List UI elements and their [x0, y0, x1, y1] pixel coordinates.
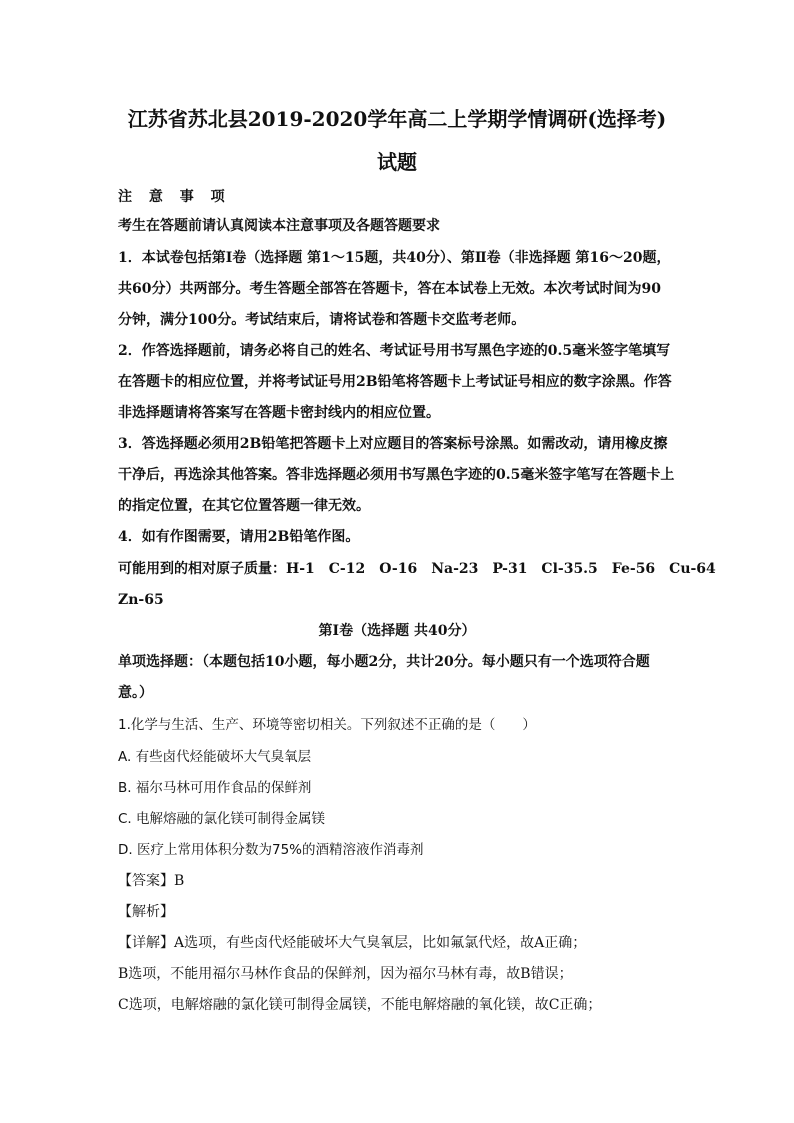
document-title-line2: 试题 — [377, 150, 417, 174]
section-instructions-line-2: 意。） — [118, 685, 153, 701]
question-1-stem: 1.化学与生活、生产、环境等密切相关。下列叙述不正确的是（ ） — [118, 717, 536, 733]
notice-item-3-line-3: 的指定位置，在其它位置答题一律无效。 — [118, 498, 370, 514]
notice-item-3-line-1: 3．答选择题必须用2B铅笔把答题卡上对应题目的答案标号涂黑。如需改动，请用橡皮擦 — [118, 436, 668, 452]
question-1-analysis-line-2: B选项，不能用福尔马林作食品的保鲜剂，因为福尔马林有毒，故B错误； — [118, 966, 573, 982]
question-1-analysis-line-1: 【详解】A选项，有些卤代烃能破坏大气臭氧层，比如氟氯代烃，故A正确； — [118, 935, 587, 951]
notice-intro: 考生在答题前请认真阅读本注意事项及各题答题要求 — [118, 218, 440, 234]
question-1-answer: 【答案】B — [118, 873, 185, 889]
notice-item-2-line-3: 非选择题请将答案写在答题卡密封线内的相应位置。 — [118, 405, 440, 421]
question-1-option-a: A. 有些卤代烃能破坏大气臭氧层 — [118, 749, 312, 765]
notice-item-4: 4．如有作图需要，请用2B铅笔作图。 — [118, 529, 360, 545]
atomic-masses-line-1: 可能用到的相对原子质量：H-1 C-12 O-16 Na-23 P-31 Cl-35.5 Fe-56 Cu-64 — [118, 561, 716, 577]
notice-item-1-line-1: 1．本试卷包括第Ⅰ卷（选择题 第1～15题，共40分）、第Ⅱ卷（非选择题 第16～20题， — [118, 250, 671, 266]
atomic-masses-line-2: Zn-65 — [118, 592, 164, 608]
notice-item-3-line-2: 干净后，再选涂其他答案。答非选择题必须用书写黑色字迹的0.5毫米签字笔写在答题卡上 — [118, 467, 675, 483]
question-1-analysis-heading: 【解析】 — [118, 904, 174, 920]
notice-item-2-line-1: 2．作答选择题前，请务必将自己的姓名、考试证号用书写黑色字迹的0.5毫米签字笔填写 — [118, 343, 671, 359]
notice-heading: 注 意 事 项 — [118, 189, 231, 205]
question-1-analysis-line-3: C选项，电解熔融的氯化镁可制得金属镁，不能电解熔融的氧化镁，故C正确； — [118, 997, 602, 1013]
notice-item-1-line-3: 分钟，满分100分。考试结束后，请将试卷和答题卡交监考老师。 — [118, 312, 526, 328]
notice-item-1-line-2: 共60分）共两部分。考生答题全部答在答题卡，答在本试卷上无效。本次考试时间为90 — [118, 281, 661, 297]
section-instructions-line-1: 单项选择题：（本题包括10小题，每小题2分，共计20分。每小题只有一个选项符合题 — [118, 654, 650, 670]
section-heading: 第Ⅰ卷（选择题 共40分） — [318, 623, 476, 639]
question-1-option-c: C. 电解熔融的氯化镁可制得金属镁 — [118, 811, 326, 827]
question-1-option-b: B. 福尔马林可用作食品的保鲜剂 — [118, 780, 312, 796]
notice-item-2-line-2: 在答题卡的相应位置，并将考试证号用2B铅笔将答题卡上考试证号相应的数字涂黑。作答 — [118, 374, 672, 390]
question-1-option-d: D. 医疗上常用体积分数为75%的酒精溶液作消毒剂 — [118, 842, 424, 858]
document-title: 江苏省苏北县2019-2020学年高二上学期学情调研(选择考) — [127, 107, 667, 131]
